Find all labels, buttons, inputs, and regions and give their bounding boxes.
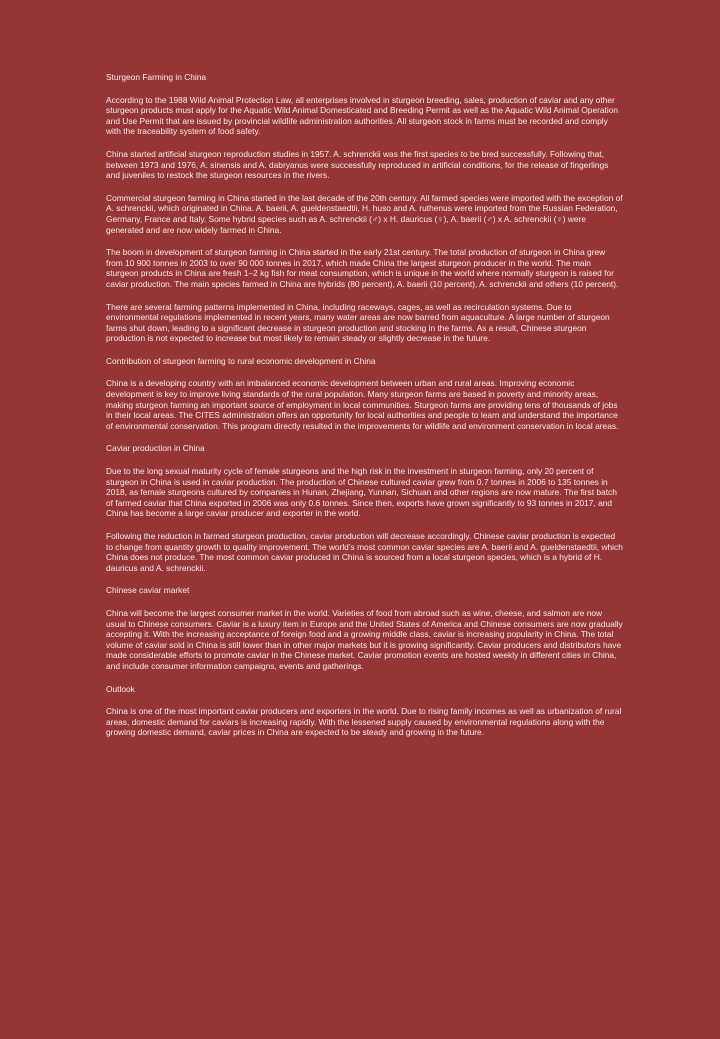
- intro-paragraph-4: The boom in development of sturgeon farming in China started in the early 21st century. The total production of sturgeon in China grew from 10 900 tonnes in 2003 to over 90 000 tonnes in 2017, which made China the largest sturgeon producer in the world. The main sturgeon products in China are fresh 1–2 kg fish for meat consumption, which is unique in the world where normally sturgeon is raised for caviar production. The main species farmed in China are hybrids (80 percent), A. baerii (10 percent), A. schrenckii and others (10 percent).: [106, 247, 619, 289]
- section-paragraph: China will become the largest consumer market in the world. Varieties of food from abroad such as wine, cheese, and salmon are now usual to Chinese consumers. Caviar is a luxury item in Europe and the United States of America and Chinese consumers are now gradually accepting it. With the increasing acceptance of foreign food and a growing middle class, caviar is increasing popularity in China. The total volume of caviar sold in China is still lower than in other major markets but it is growing significantly. Caviar producers and distributors have made considerable efforts to promote caviar in the Chinese market. Caviar promotion events are hosted weekly in different cities in China, and include consumer information campaigns, events and gatherings.: [106, 607, 623, 671]
- section-paragraph: China is a developing country with an imbalanced economic development between urban and rural areas. Improving economic development is key to improve living standards of the rural population. Many sturgeon farms are based in poverty and minority areas, making sturgeon farming an important source of employment in local communities. Sturgeon farms are providing tens of thousands of jobs in their local areas. The CITES administration offers an opportunity for local authorities and people to learn and understand the importance of environmental conservation. This program directly resulted in the improvements for wildlife and environment conservation in local areas.: [106, 378, 619, 431]
- section-paragraph: China is one of the most important caviar producers and exporters in the world. Due to rising family incomes as well as urbanization of rural areas, domestic demand for caviars is increasing rapidly. With the lessened supply caused by environmental regulations along with the growing domestic demand, caviar prices in China are expected to be steady and growing in the future.: [106, 706, 622, 738]
- section-heading-caviar-production: Caviar production in China: [106, 443, 205, 454]
- section-heading-rural-development: Contribution of sturgeon farming to rural economic development in China: [106, 355, 376, 366]
- intro-paragraph-2: China started artificial sturgeon reproduction studies in 1957. A. schrenckii was the first species to be bred successfully. Following that, between 1973 and 1976, A. sinensis and A. dabryanus were successfully reproduced in artificial conditions, for the release of fingerlings and juveniles to restock the sturgeon resources in the rivers.: [106, 148, 609, 181]
- section-heading-outlook: Outlook: [106, 683, 135, 694]
- intro-paragraph-5: There are several farming patterns implemented in China, including raceways, cages, as well as recirculation systems. Due to environmental regulations implemented in recent years, many water areas are now barred from aquaculture. A large number of sturgeon farms shut down, leading to a significant decrease in sturgeon production and stocking in the farms. As a result, Chinese sturgeon production is not expected to increase but most likely to remain steady or slightly decrease in the future.: [106, 301, 610, 344]
- intro-paragraph-1: According to the 1988 Wild Animal Protection Law, all enterprises involved in sturgeon breeding, sales, production of caviar and any other sturgeon products must apply for the Aquatic Wild Animal Domesticated and Breeding Permit as well as the Aquatic Wild Animal Operation and Use Permit that are issued by provincial wildlife administration authorities. All sturgeon stock in farms must be recorded and comply with the traceability system of food safety.: [106, 94, 619, 137]
- document-title: Sturgeon Farming in China: [106, 72, 207, 82]
- section-heading-caviar-market: Chinese caviar market: [106, 585, 190, 596]
- intro-paragraph-3: Commercial sturgeon farming in China started in the last decade of the 20th century. All farmed species were imported with the exception of A. schrenckii, which originated in China. A. baerii, A. gueldenstaedtii, H. huso and A. ruthenus were imported from the Russian Federation, Germany, France and Italy. Some hybrid species such as A. schrenckii (♂) x H. dauricus (♀), A. baerii (♂) x A. schrenckii (♀) were generated and are now widely farmed in China.: [106, 192, 623, 235]
- section-paragraph: Due to the long sexual maturity cycle of female sturgeons and the high risk in the investment in sturgeon farming, only 20 percent of sturgeon in China is used in caviar production. The production of Chinese cultured caviar grew from 0.7 tonnes in 2006 to 135 tonnes in 2018, as female sturgeons cultured by companies in Hunan, Zhejiang, Yunnan, Sichuan and other regions are now mature. The first batch of farmed caviar that China exported in 2006 was only 0.6 tonnes. Since then, exports have grown significantly to 93 tonnes in 2017, and China has become a large caviar producer and exporter in the world.: [106, 466, 617, 519]
- document-page: [106, 72, 624, 750]
- section-paragraph: Following the reduction in farmed sturgeon production, caviar production will decrease accordingly. Chinese caviar production is expected to change from quantity growth to quality improvement. The world’s most common caviar species are A. baerii and A. gueldenstaedtii, which China does not produce. The most common caviar produced in China is sourced from a local sturgeon species, which is a hybrid of H. dauricus and A. schrenckii.: [106, 531, 623, 573]
